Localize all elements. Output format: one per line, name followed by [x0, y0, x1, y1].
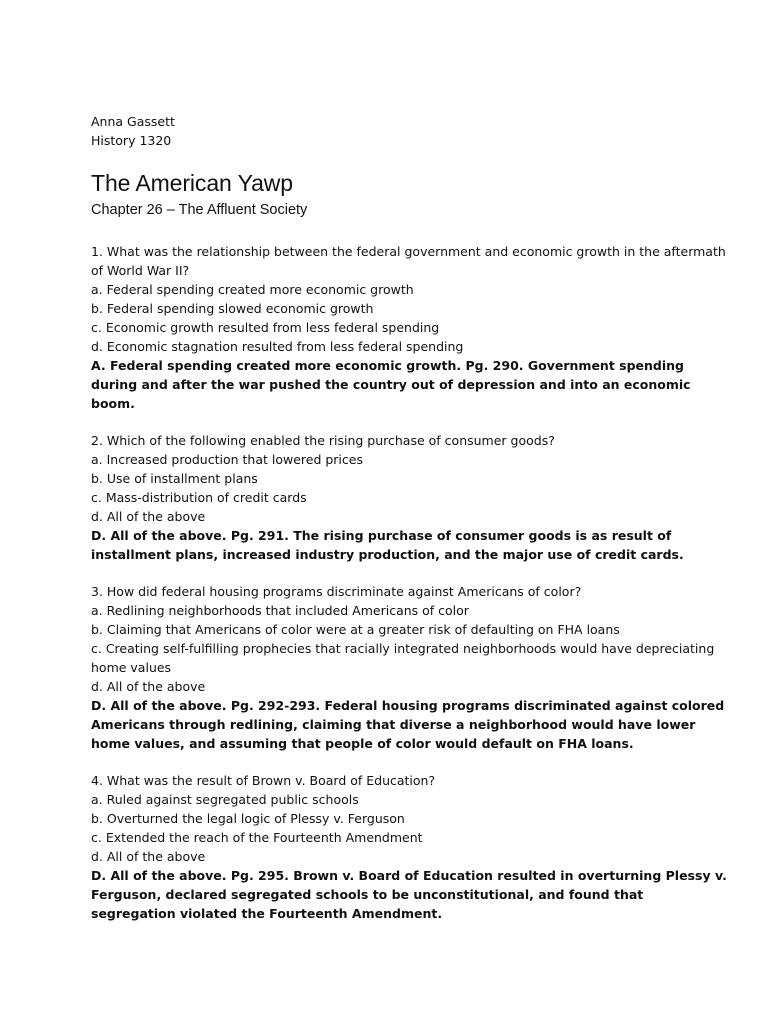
question-prompt: 1. What was the relationship between the federal government and economic growth in the aftermath of World War II?: [91, 244, 726, 278]
answer-option: c. Mass-distribution of credit cards: [91, 490, 307, 505]
answer-option: a. Redlining neighborhoods that included Americans of color: [91, 603, 469, 618]
answer-option: a. Ruled against segregated public schools: [91, 792, 359, 807]
question-prompt: 4. What was the result of Brown v. Board of Education?: [91, 773, 436, 788]
question-4: [91, 771, 731, 923]
question-2: [91, 431, 731, 564]
answer-option: b. Overturned the legal logic of Plessy v. Ferguson: [91, 811, 405, 826]
course-name: History 1320: [91, 133, 172, 148]
correct-answer: D. All of the above. Pg. 292-293. Federal housing programs discriminated against colored Americans through redlining, claiming that diverse a neighborhood would have lower home values, and assuming that people of color would default on FHA loans.: [91, 698, 725, 751]
answer-option: a. Federal spending created more economic growth: [91, 282, 414, 297]
answer-option: d. All of the above: [91, 679, 206, 694]
answer-option: d. All of the above: [91, 509, 206, 524]
answer-option: b. Claiming that Americans of color were at a greater risk of defaulting on FHA loans: [91, 622, 620, 637]
chapter-subtitle: Chapter 26 – The Affluent Society: [91, 202, 308, 218]
answer-option: c. Extended the reach of the Fourteenth Amendment: [91, 830, 423, 845]
answer-option: d. Economic stagnation resulted from less federal spending: [91, 339, 464, 354]
author-name: Anna Gassett: [91, 114, 175, 129]
question-prompt: 3. How did federal housing programs discriminate against Americans of color?: [91, 584, 582, 599]
answer-option: c. Creating self-fulfilling prophecies that racially integrated neighborhoods would have depreciating home values: [91, 641, 715, 675]
question-list: [91, 242, 731, 923]
answer-option: a. Increased production that lowered prices: [91, 452, 363, 467]
question-prompt: 2. Which of the following enabled the rising purchase of consumer goods?: [91, 433, 555, 448]
correct-answer: A. Federal spending created more economic growth. Pg. 290. Government spending during and after the war pushed the country out of depression and into an economic boom.: [91, 358, 691, 411]
correct-answer: D. All of the above. Pg. 291. The rising purchase of consumer goods is as result of installment plans, increased industry production, and the major use of credit cards.: [91, 528, 684, 562]
document-page: [91, 112, 731, 941]
question-1: [91, 242, 731, 413]
document-title: The American Yawp: [91, 170, 293, 196]
answer-option: b. Federal spending slowed economic growth: [91, 301, 374, 316]
question-3: [91, 582, 731, 753]
answer-option: c. Economic growth resulted from less federal spending: [91, 320, 440, 335]
correct-answer: D. All of the above. Pg. 295. Brown v. Board of Education resulted in overturning Plessy v. Ferguson, declared segregated schools to be unconstitutional, and found that segregation violated the Fourteenth Amendment.: [91, 868, 727, 921]
answer-option: d. All of the above: [91, 849, 206, 864]
answer-option: b. Use of installment plans: [91, 471, 258, 486]
